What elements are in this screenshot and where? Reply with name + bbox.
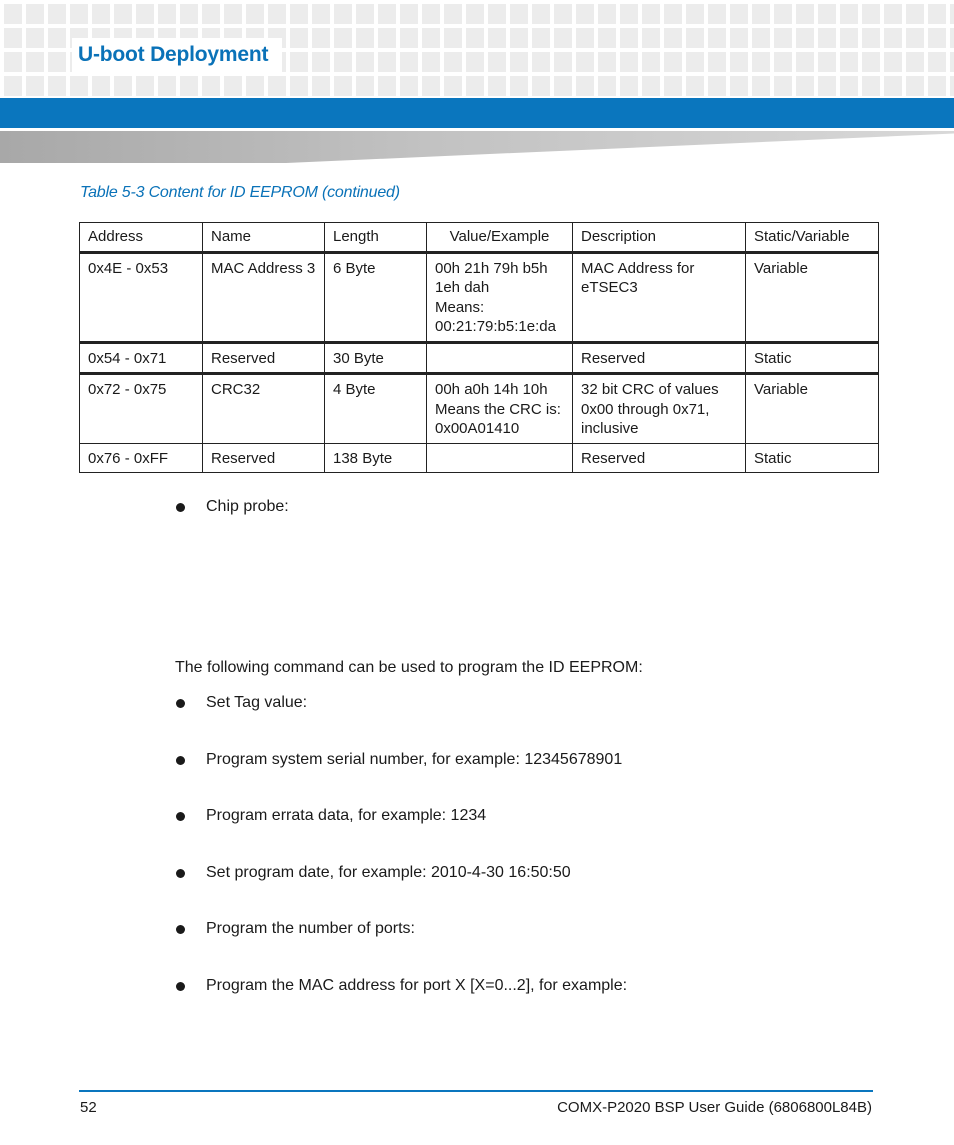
bullet-step	[176, 805, 876, 827]
cell-description	[573, 342, 746, 374]
bullet-step	[176, 918, 876, 940]
cell-description	[573, 252, 746, 342]
cell-value	[427, 443, 573, 473]
cell-value	[427, 374, 573, 444]
cell-length: 6 Byte	[325, 252, 427, 342]
cell-value	[427, 252, 573, 342]
page-header-title: U-boot Deployment	[72, 38, 282, 72]
bullet-step	[176, 692, 876, 714]
eeprom-content-table	[79, 222, 879, 473]
footer-rule	[79, 1090, 873, 1092]
cell-description-line: Reserved	[581, 449, 646, 467]
cell-description	[573, 374, 746, 444]
footer-doc-title: COMX-P2020 BSP User Guide (6806800L84B)	[557, 1099, 872, 1116]
bullet-step	[176, 749, 876, 771]
column-header: Name	[203, 223, 325, 253]
column-header: Value/Example	[427, 223, 573, 253]
table-row	[80, 374, 879, 444]
column-header: Static/Variable	[746, 223, 879, 253]
cell-address: 0x54 - 0x71	[80, 342, 203, 374]
cell-description-line: Reserved	[581, 349, 646, 367]
bullet-dot-icon	[176, 812, 185, 821]
page-number: 52	[80, 1099, 97, 1116]
cell-length: 4 Byte	[325, 374, 427, 444]
table-row	[80, 443, 879, 473]
cell-length: 30 Byte	[325, 342, 427, 374]
bullet-dot-icon	[176, 699, 185, 708]
header-grey-wedge	[0, 131, 954, 163]
cell-description-line: 32 bit CRC of values	[581, 381, 719, 398]
cell-type: Variable	[746, 374, 879, 444]
bullet-chip-probe	[176, 496, 876, 518]
bullet-dot-icon	[176, 982, 185, 991]
bullet-step	[176, 862, 876, 884]
bullet-text: Program the number of ports:	[206, 920, 415, 937]
cell-description-line: inclusive	[581, 420, 639, 437]
cell-value-line: 00:21:79:b5:1e:da	[435, 318, 556, 335]
bullet-text: Program errata data, for example: 1234	[206, 807, 487, 824]
bullet-text: Chip probe:	[206, 498, 289, 515]
cell-value-line: 00h a0h 14h 10h	[435, 381, 548, 398]
cell-type: Static	[746, 342, 879, 374]
cell-description-line: MAC Address for	[581, 259, 695, 277]
cell-value-line: Means the CRC is:	[435, 400, 561, 418]
cell-type: Variable	[746, 252, 879, 342]
header-blue-band	[0, 98, 954, 128]
cell-value-line: 00h 21h 79h b5h	[435, 259, 548, 277]
bullet-text: Program system serial number, for example: 12345678901	[206, 751, 623, 768]
bullet-dot-icon	[176, 756, 185, 765]
cell-type: Static	[746, 443, 879, 473]
cell-address: 0x76 - 0xFF	[80, 443, 203, 473]
table-header-row	[80, 223, 879, 253]
bullet-text: Program the MAC address for port X [X=0...2], for example:	[206, 977, 628, 994]
bullet-text: Set Tag value:	[206, 694, 308, 711]
column-header: Length	[325, 223, 427, 253]
cell-value-line: 1eh dah	[435, 279, 490, 296]
cell-value-line: 0x00A01410	[435, 420, 520, 437]
column-header: Address	[80, 223, 203, 253]
cell-address: 0x4E - 0x53	[80, 252, 203, 342]
cell-name: CRC32	[203, 374, 325, 444]
bullet-dot-icon	[176, 925, 185, 934]
cell-name: Reserved	[203, 342, 325, 374]
cell-description-line: 0x00 through 0x71,	[581, 400, 710, 418]
cell-name: MAC Address 3	[203, 252, 325, 342]
table-caption: Table 5-3 Content for ID EEPROM (continued)	[80, 184, 400, 201]
bullet-dot-icon	[176, 869, 185, 878]
intro-paragraph: The following command can be used to program the ID EEPROM:	[175, 659, 643, 676]
cell-description-line: eTSEC3	[581, 279, 638, 296]
column-header: Description	[573, 223, 746, 253]
table-row	[80, 252, 879, 342]
bullet-dot-icon	[176, 503, 185, 512]
cell-description	[573, 443, 746, 473]
cell-address: 0x72 - 0x75	[80, 374, 203, 444]
table-row	[80, 342, 879, 374]
cell-name: Reserved	[203, 443, 325, 473]
bullet-step	[176, 975, 876, 997]
cell-value	[427, 342, 573, 374]
cell-length: 138 Byte	[325, 443, 427, 473]
bullet-text: Set program date, for example: 2010-4-30 16:50:50	[206, 864, 571, 881]
cell-value-line: Means:	[435, 298, 485, 316]
